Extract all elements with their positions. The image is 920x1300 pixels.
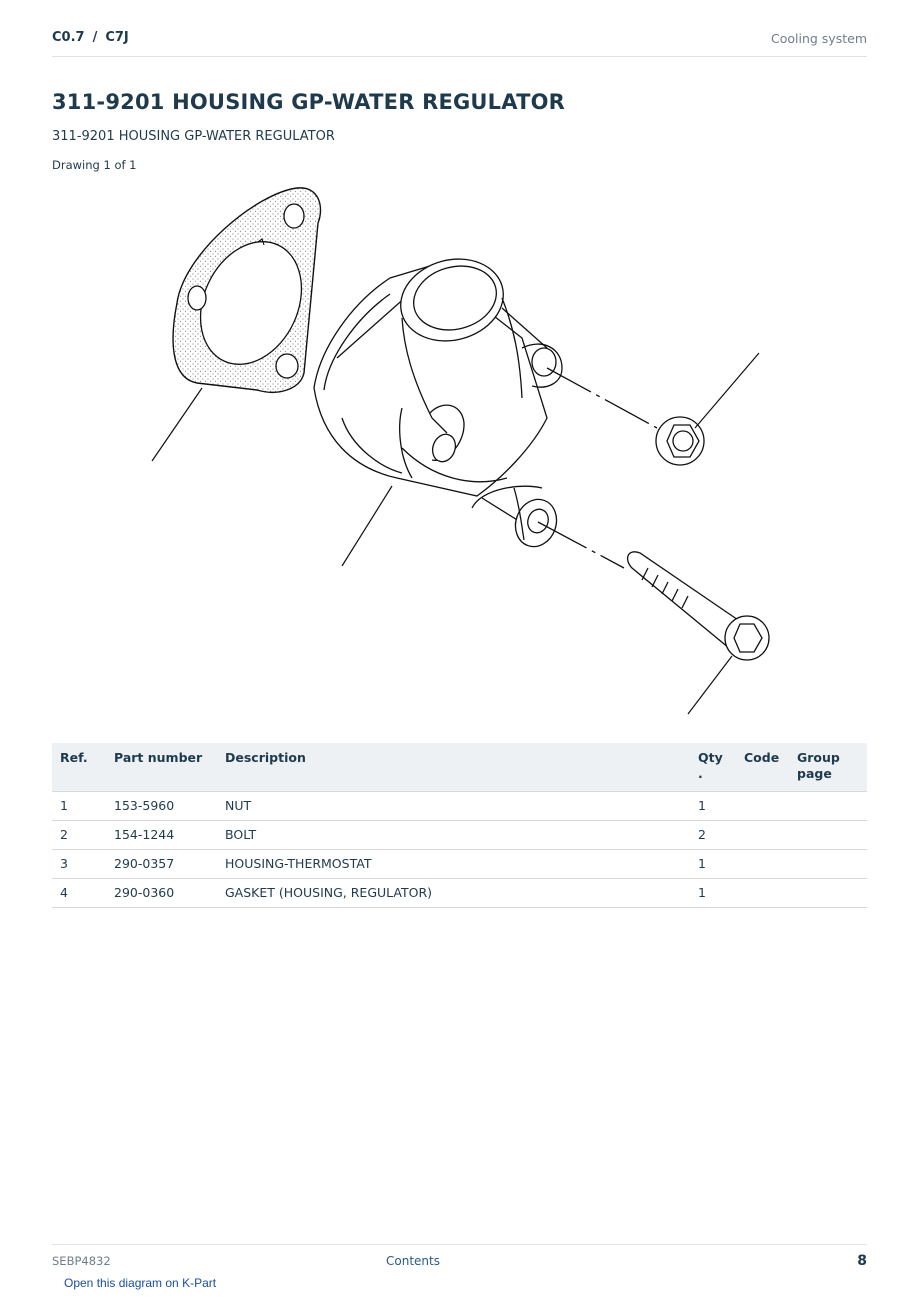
parts-table	[52, 743, 867, 908]
drawing-label: Drawing 1 of 1	[52, 158, 137, 172]
col-ref: Ref.	[52, 743, 106, 792]
col-code: Code	[736, 743, 789, 792]
cell-code	[736, 879, 789, 908]
cell-description: HOUSING-THERMOSTAT	[217, 850, 690, 879]
nut-part	[656, 417, 704, 465]
col-description: Description	[217, 743, 690, 792]
open-kpart-link[interactable]: Open this diagram on K-Part	[64, 1276, 217, 1290]
cell-ref: 4	[52, 879, 106, 908]
cell-code	[736, 850, 789, 879]
cell-qty: 1	[690, 879, 736, 908]
cell-qty: 2	[690, 821, 736, 850]
cell-qty: 1	[690, 792, 736, 821]
model-breadcrumb	[52, 30, 129, 45]
table-row	[52, 879, 867, 908]
cell-part-number: 154-1244	[106, 821, 217, 850]
table-row	[52, 850, 867, 879]
page-footer	[52, 1244, 867, 1275]
cell-part-number: 290-0360	[106, 879, 217, 908]
cell-ref: 3	[52, 850, 106, 879]
col-qty: Qty .	[690, 743, 736, 792]
cell-qty: 1	[690, 850, 736, 879]
cell-part-number: 153-5960	[106, 792, 217, 821]
section-name: Cooling system	[771, 31, 867, 46]
cell-part-number: 290-0357	[106, 850, 217, 879]
page-number: 8	[857, 1253, 867, 1269]
cell-description: BOLT	[217, 821, 690, 850]
gasket-part	[173, 188, 321, 392]
cell-group-page	[789, 850, 867, 879]
page-title: 311-9201 HOUSING GP-WATER REGULATOR	[52, 90, 566, 114]
cell-ref: 2	[52, 821, 106, 850]
model-a: C0.7	[52, 30, 85, 45]
table-row	[52, 792, 867, 821]
model-b: C7J	[105, 30, 129, 45]
cell-description: GASKET (HOUSING, REGULATOR)	[217, 879, 690, 908]
housing-part	[314, 248, 563, 552]
contents-link[interactable]: Contents	[386, 1254, 440, 1268]
assembly-lines	[538, 368, 657, 568]
cell-code	[736, 821, 789, 850]
page-header	[52, 28, 867, 57]
breadcrumb-separator: /	[92, 30, 98, 45]
cell-group-page	[789, 821, 867, 850]
col-group-page: Group page	[789, 743, 867, 792]
table-header-row	[52, 743, 867, 792]
bolt-part	[628, 552, 769, 660]
cell-ref: 1	[52, 792, 106, 821]
cell-description: NUT	[217, 792, 690, 821]
col-part-number: Part number	[106, 743, 217, 792]
page-subtitle: 311-9201 HOUSING GP-WATER REGULATOR	[52, 129, 335, 144]
document-id: SEBP4832	[52, 1254, 111, 1268]
table-row	[52, 821, 867, 850]
cell-group-page	[789, 879, 867, 908]
parts-diagram	[52, 178, 867, 723]
cell-code	[736, 792, 789, 821]
cell-group-page	[789, 792, 867, 821]
